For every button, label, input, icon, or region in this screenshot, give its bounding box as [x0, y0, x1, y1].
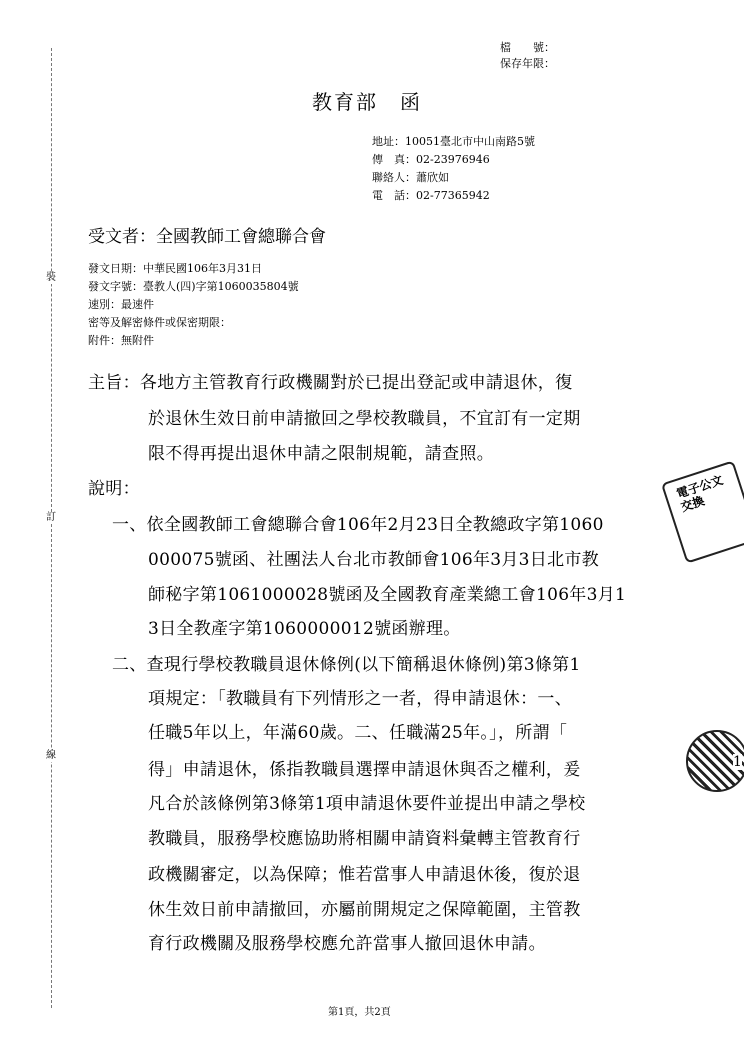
phone: 電 話：02-77365942: [372, 189, 490, 202]
e-document-stamp: [661, 460, 744, 563]
item2-line-7: 政機關審定，以為保障；惟若當事人申請退休後，復於退: [148, 865, 581, 885]
stamp-text: 電子公文 交換: [674, 472, 725, 515]
item1-line-1: 一、依全國教師工會總聯合會106年2月23日全教總政字第1060: [112, 515, 604, 535]
subject-line-3: 限不得再提出退休申請之限制規範，請查照。: [148, 444, 494, 464]
attachment: 附件：無附件: [88, 334, 154, 347]
meta-block: [88, 260, 299, 350]
item2-line-2: 項規定：「教職員有下列情形之一者，得申請退休：一、: [148, 689, 572, 709]
classification: 密等及解密條件或保密期限：: [88, 316, 231, 329]
document-number: 發文字號：臺教人(四)字第1060035804號: [88, 280, 299, 293]
binding-mark-zhuang: 裝: [46, 272, 56, 283]
item2-line-4: 得」申請退休，係指教職員選擇申請退休與否之權利，爰: [148, 760, 581, 780]
item1-line-2: 000075號函、社團法人台北市教師會106年3月3日北市教: [148, 550, 599, 570]
binding-mark-xian: 線: [46, 750, 56, 761]
document-title: 教育部 函: [312, 90, 422, 114]
item1-line-3: 師秘字第1061000028號函及全國教育產業總工會106年3月1: [148, 585, 627, 605]
binding-line: [51, 48, 52, 1008]
item2-line-6: 教職員，服務學校應協助將相關申請資料彙轉主管教育行: [148, 829, 581, 849]
item2-line-1: 二、查現行學校教職員退休條例(以下簡稱退休條例)第3條第1: [112, 655, 581, 675]
seal-number: 1: [733, 754, 742, 770]
recipient: 受文者：全國教師工會總聯合會: [88, 227, 326, 247]
priority: 速別：最速件: [88, 298, 154, 311]
binding-mark-ding: 訂: [46, 512, 56, 523]
issue-date: 發文日期：中華民國106年3月31日: [88, 262, 262, 275]
item2-line-5: 凡合於該條例第3條第1項申請退休要件並提出申請之學校: [148, 794, 586, 814]
subject-line-2: 於退休生效日前申請撤回之學校教職員，不宜訂有一定期: [148, 409, 581, 429]
contact-block: [372, 133, 535, 205]
file-number-label: 檔 號：: [500, 41, 555, 54]
contact-person: 聯絡人：蕭欣如: [372, 171, 449, 184]
item1-line-4: 3日全教產字第1060000012號函辦理。: [148, 619, 461, 639]
explanation-label: 說明：: [88, 479, 140, 499]
subject-line-1: 主旨：各地方主管教育行政機關對於已提出登記或申請退休，復: [88, 373, 573, 393]
item2-line-3: 任職5年以上，年滿60歲。二、任職滿25年。」，所謂「: [148, 723, 568, 743]
retention-period-label: 保存年限：: [500, 57, 555, 70]
fax: 傳 真：02-23976946: [372, 153, 490, 166]
address: 地址：10051臺北市中山南路5號: [372, 135, 535, 148]
item2-line-8: 休生效日前申請撤回，亦屬前開規定之保障範圍，主管教: [148, 900, 581, 920]
item2-line-9: 育行政機關及服務學校應允許當事人撤回退休申請。: [148, 934, 546, 954]
page-footer: 第1頁，共2頁: [328, 1007, 391, 1018]
